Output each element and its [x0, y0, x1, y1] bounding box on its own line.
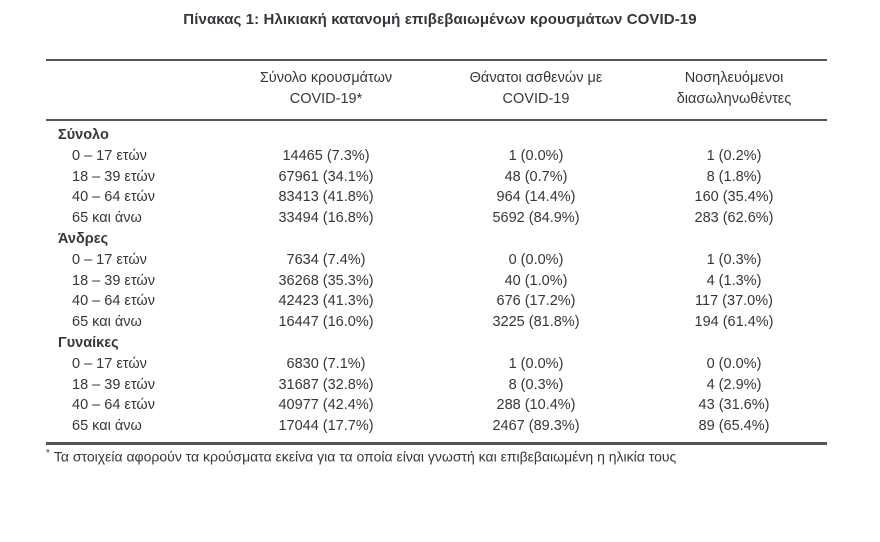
intubated-value: 1 (0.2%): [706, 148, 762, 165]
intubated-value: 8 (1.8%): [706, 168, 762, 185]
deaths-value: 40 (1.0%): [504, 272, 568, 289]
intubated-value: 0 (0.0%): [706, 356, 762, 373]
cases-value: 36268 (35.3%): [278, 272, 374, 289]
table-row: [46, 291, 827, 312]
table-row: [46, 375, 827, 396]
intubated-value: 4 (2.9%): [706, 376, 762, 393]
intubated-value: 194 (61.4%): [694, 313, 774, 330]
table-row: [46, 416, 827, 437]
age-label: 0 – 17 ετών: [72, 356, 147, 373]
age-label: 40 – 64 ετών: [72, 189, 155, 206]
cases-value: 31687 (32.8%): [278, 376, 374, 393]
deaths-value: 8 (0.3%): [508, 376, 564, 393]
cases-value: 33494 (16.8%): [278, 209, 374, 226]
table-header-row: [46, 61, 827, 121]
section-row-total: [46, 124, 827, 146]
deaths-value: 676 (17.2%): [496, 293, 576, 310]
table-row: [46, 187, 827, 208]
deaths-value: 288 (10.4%): [496, 397, 576, 414]
table-footnote: [46, 445, 827, 465]
cases-value: 42423 (41.3%): [278, 293, 374, 310]
table-body: [46, 121, 827, 445]
header-total-cases-line1: Σύνολο κρουσμάτων: [259, 70, 393, 86]
intubated-value: 117 (37.0%): [695, 293, 773, 310]
footnote-text: Τα στοιχεία αφορούν τα κρούσματα εκείνα για τα οποία είναι γνωστή και επιβεβαιωμένη η ηλικία τους: [53, 448, 677, 465]
table-row: [46, 312, 827, 333]
covid-age-distribution-table: [46, 59, 827, 445]
table-title: Πίνακας 1: Ηλικιακή κατανομή επιβεβαιωμένων κρουσμάτων COVID-19: [183, 11, 697, 28]
age-label: 65 και άνω: [72, 417, 142, 434]
section-row-women: [46, 332, 827, 354]
table-row: [46, 146, 827, 167]
footnote-asterisk: *: [46, 448, 50, 459]
deaths-value: 0 (0.0%): [508, 252, 564, 269]
deaths-value: 5692 (84.9%): [492, 209, 580, 226]
header-deaths-line1: Θάνατοι ασθενών με: [469, 70, 603, 86]
intubated-value: 1 (0.3%): [706, 252, 762, 269]
age-label: 0 – 17 ετών: [72, 252, 147, 269]
section-label: Γυναίκες: [58, 335, 119, 351]
cases-value: 83413 (41.8%): [278, 189, 374, 206]
header-total-cases-line2: COVID-19*: [289, 91, 363, 107]
deaths-value: 2467 (89.3%): [492, 417, 580, 434]
deaths-value: 3225 (81.8%): [492, 313, 580, 330]
intubated-value: 160 (35.4%): [694, 189, 774, 206]
table-row: [46, 395, 827, 416]
age-label: 65 και άνω: [72, 313, 142, 330]
header-intubated-line1: Νοσηλευόμενοι: [684, 70, 784, 86]
table-row: [46, 167, 827, 188]
deaths-value: 1 (0.0%): [508, 148, 564, 165]
intubated-value: 4 (1.3%): [706, 272, 762, 289]
section-label: Σύνολο: [58, 127, 109, 143]
header-intubated-line2: διασωληνωθέντες: [676, 91, 792, 107]
header-deaths: [431, 68, 641, 110]
header-intubated: [641, 68, 827, 110]
cases-value: 7634 (7.4%): [286, 252, 366, 269]
header-total-cases: [221, 68, 431, 110]
age-label: 18 – 39 ετών: [72, 272, 155, 289]
age-label: 18 – 39 ετών: [72, 376, 155, 393]
table-row: [46, 354, 827, 375]
age-label: 40 – 64 ετών: [72, 397, 155, 414]
table-row: [46, 271, 827, 292]
cases-value: 17044 (17.7%): [278, 417, 374, 434]
table-row: [46, 208, 827, 229]
table-row: [46, 250, 827, 271]
age-label: 40 – 64 ετών: [72, 293, 155, 310]
cases-value: 6830 (7.1%): [286, 356, 366, 373]
age-label: 18 – 39 ετών: [72, 168, 155, 185]
header-deaths-line2: COVID-19: [502, 91, 570, 107]
deaths-value: 964 (14.4%): [496, 189, 576, 206]
cases-value: 67961 (34.1%): [278, 168, 374, 185]
section-label: Άνδρες: [58, 231, 109, 247]
intubated-value: 89 (65.4%): [698, 417, 770, 434]
age-label: 65 και άνω: [72, 209, 142, 226]
deaths-value: 48 (0.7%): [504, 168, 568, 185]
intubated-value: 43 (31.6%): [698, 397, 770, 414]
deaths-value: 1 (0.0%): [508, 356, 564, 373]
age-label: 0 – 17 ετών: [72, 148, 147, 165]
section-row-men: [46, 228, 827, 250]
cases-value: 16447 (16.0%): [278, 313, 374, 330]
cases-value: 40977 (42.4%): [278, 397, 374, 414]
intubated-value: 283 (62.6%): [694, 209, 774, 226]
cases-value: 14465 (7.3%): [282, 148, 370, 165]
